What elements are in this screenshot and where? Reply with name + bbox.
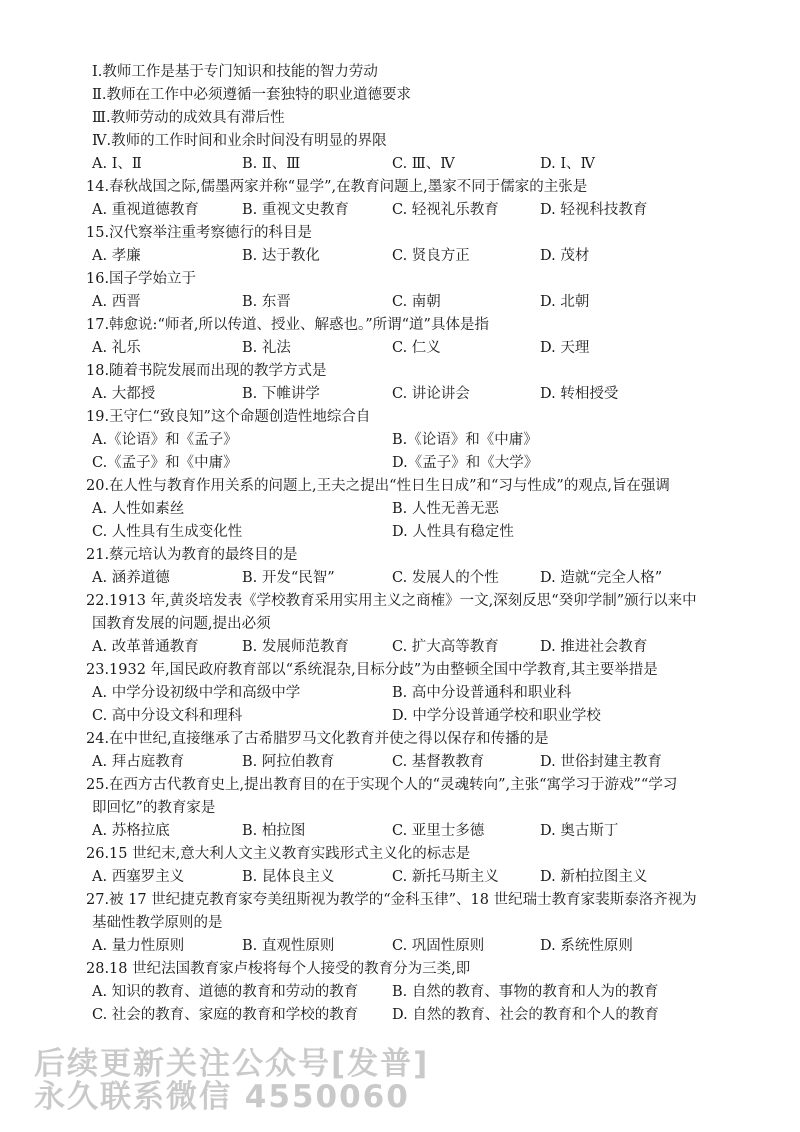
answer-option: A. 量力性原则	[92, 938, 185, 954]
answer-option: D. 中学分设普通学校和职业学校	[392, 708, 601, 724]
question-stem: 18.随着书院发展而出现的教学方式是	[86, 363, 327, 379]
watermark-line-2: 永久联系微信 4550060	[34, 1079, 410, 1115]
answer-option: D. 人性具有稳定性	[392, 524, 514, 540]
answer-option: B. 昆体良主义	[242, 869, 335, 885]
answer-option: D. 茂材	[540, 248, 590, 264]
statement-4: Ⅳ.教师的工作时间和业余时间没有明显的界限	[92, 133, 387, 149]
question-stem: 28.18 世纪法国教育家卢梭将每个人接受的教育分为三类,即	[86, 961, 471, 977]
answer-option: C. 发展人的个性	[392, 570, 499, 586]
answer-option: C. 基督教教育	[392, 754, 485, 770]
answer-option: B.《论语》和《中庸》	[392, 432, 538, 448]
answer-option: C. 高中分设文科和理科	[92, 708, 243, 724]
answer-option: C. 巩固性原则	[392, 938, 485, 954]
question-stem: 19.王守仁“致良知”这个命题创造性地综合自	[86, 409, 371, 425]
question-stem: 17.韩愈说:“师者,所以传道、授业、解惑也。”所谓“道”具体是指	[86, 317, 489, 333]
answer-option: C. 贤良方正	[392, 248, 470, 264]
answer-option: B. 下帷讲学	[242, 386, 320, 402]
answer-option: C. 南朝	[392, 294, 441, 310]
q13-option-c: C. Ⅲ、Ⅳ	[392, 156, 455, 172]
answer-option: D. 造就“完全人格”	[540, 570, 663, 586]
statement-2: Ⅱ.教师在工作中必须遵循一套独特的职业道德要求	[92, 87, 411, 103]
answer-option: A. 西晋	[92, 294, 141, 310]
answer-option: A. 孝廉	[92, 248, 141, 264]
statement-1: Ⅰ.教师工作是基于专门知识和技能的智力劳动	[92, 64, 378, 80]
question-stem: 14.春秋战国之际,儒墨两家并称“显学”,在教育问题上,墨家不同于儒家的主张是	[86, 179, 588, 195]
answer-option: B. 柏拉图	[242, 823, 306, 839]
answer-option: D. 转相授受	[540, 386, 619, 402]
answer-option: B. 阿拉伯教育	[242, 754, 335, 770]
q13-option-a: A. Ⅰ、Ⅱ	[92, 156, 142, 172]
answer-option: B. 发展师范教育	[242, 639, 349, 655]
question-stem: 即回忆”的教育家是	[92, 800, 216, 816]
answer-option: C. 社会的教育、家庭的教育和学校的教育	[92, 1007, 359, 1023]
watermark-line-1: 后续更新关注公众号[发普]	[34, 1046, 430, 1082]
answer-option: C. 人性具有生成变化性	[92, 524, 243, 540]
answer-option: A.《论语》和《孟子》	[92, 432, 238, 448]
answer-option: B. 开发“民智”	[242, 570, 335, 586]
answer-option: A. 涵养道德	[92, 570, 170, 586]
answer-option: D.《孟子》和《大学》	[392, 455, 539, 471]
answer-option: D. 奥古斯丁	[540, 823, 619, 839]
q13-option-b: B. Ⅱ、Ⅲ	[242, 156, 301, 172]
answer-option: B. 高中分设普通科和职业科	[392, 685, 572, 701]
answer-option: A. 改革普通教育	[92, 639, 199, 655]
answer-option: B. 东晋	[242, 294, 291, 310]
question-stem: 21.蔡元培认为教育的最终目的是	[86, 547, 298, 563]
answer-option: A. 大都授	[92, 386, 156, 402]
question-stem: 基础性教学原则的是	[92, 915, 223, 931]
answer-option: C. 讲论讲会	[392, 386, 470, 402]
answer-option: D. 世俗封建主教育	[540, 754, 662, 770]
answer-option: D. 推进社会教育	[540, 639, 648, 655]
question-stem: 22.1913 年,黄炎培发表《学校教育采用实用主义之商榷》一文,深刻反思“癸卯学制”颁行以来中	[86, 593, 697, 609]
question-stem: 20.在人性与教育作用关系的问题上,王夫之提出“性日生日成”和“习与性成”的观点,旨在强调	[86, 478, 670, 494]
answer-option: A. 知识的教育、道德的教育和劳动的教育	[92, 984, 359, 1000]
answer-option: B. 直观性原则	[242, 938, 335, 954]
answer-option: A. 苏格拉底	[92, 823, 170, 839]
statement-3: Ⅲ.教师劳动的成效具有滞后性	[92, 110, 285, 126]
q13-option-d: D. Ⅰ、Ⅳ	[540, 156, 596, 172]
answer-option: C. 扩大高等教育	[392, 639, 499, 655]
answer-option: B. 达于教化	[242, 248, 320, 264]
answer-option: B. 礼法	[242, 340, 291, 356]
answer-option: D. 系统性原则	[540, 938, 633, 954]
question-stem: 国教育发展的问题,提出必须	[92, 616, 271, 632]
answer-option: C. 新托马斯主义	[392, 869, 499, 885]
answer-option: C. 亚里士多德	[392, 823, 485, 839]
answer-option: A. 人性如素丝	[92, 501, 185, 517]
answer-option: A. 重视道德教育	[92, 202, 199, 218]
question-stem: 23.1932 年,国民政府教育部以“系统混杂,目标分歧”为由整顿全国中学教育,其主要举措是	[86, 662, 658, 678]
answer-option: D. 天理	[540, 340, 590, 356]
answer-option: B. 自然的教育、事物的教育和人为的教育	[392, 984, 659, 1000]
answer-option: D. 新柏拉图主义	[540, 869, 648, 885]
answer-option: C. 仁义	[392, 340, 441, 356]
answer-option: A. 西塞罗主义	[92, 869, 185, 885]
answer-option: D. 轻视科技教育	[540, 202, 648, 218]
question-stem: 15.汉代察举注重考察德行的科目是	[86, 225, 313, 241]
question-stem: 26.15 世纪末,意大利人文主义教育实践形式主义化的标志是	[86, 846, 471, 862]
answer-option: D. 自然的教育、社会的教育和个人的教育	[392, 1007, 659, 1023]
question-stem: 27.被 17 世纪捷克教育家夸美纽斯视为教学的“金科玉律”、18 世纪瑞士教育家裴斯泰洛齐视为	[86, 892, 697, 908]
answer-option: A. 礼乐	[92, 340, 141, 356]
question-stem: 16.国子学始立于	[86, 271, 197, 287]
answer-option: A. 拜占庭教育	[92, 754, 185, 770]
answer-option: D. 北朝	[540, 294, 590, 310]
answer-option: B. 重视文史教育	[242, 202, 349, 218]
question-stem: 24.在中世纪,直接继承了古希腊罗马文化教育并使之得以保存和传播的是	[86, 731, 549, 747]
answer-option: B. 人性无善无恶	[392, 501, 499, 517]
question-stem: 25.在西方古代教育史上,提出教育目的在于实现个人的“灵魂转向”,主张“寓学习于游戏”“学习	[86, 777, 678, 793]
answer-option: C. 轻视礼乐教育	[392, 202, 499, 218]
answer-option: C.《孟子》和《中庸》	[92, 455, 238, 471]
answer-option: A. 中学分设初级中学和高级中学	[92, 685, 301, 701]
